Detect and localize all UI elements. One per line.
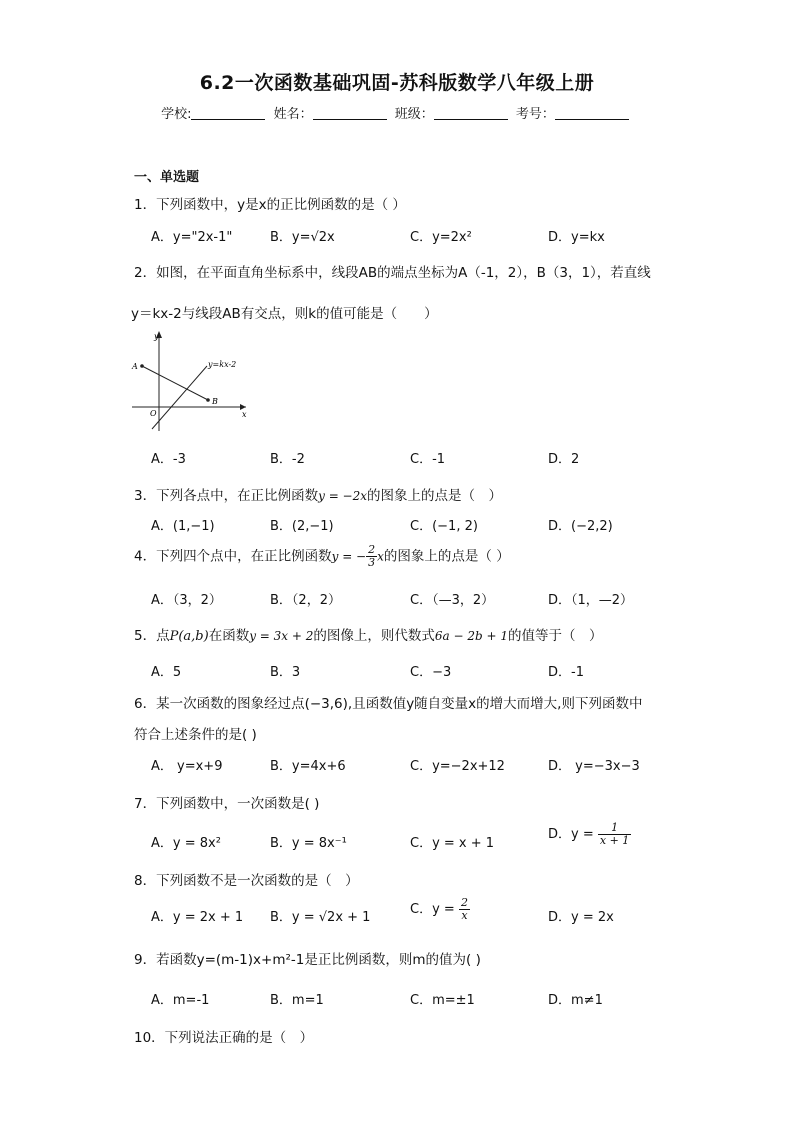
question-6-stem-line2: 符合上述条件的是( )	[134, 727, 257, 743]
q7-option-b: B．y = 8x⁻¹	[270, 836, 347, 851]
origin-label: O	[150, 409, 157, 418]
q2-option-b: B．-2	[270, 452, 305, 467]
question-8-stem: 8．下列函数不是一次函数的是（ ）	[134, 873, 359, 889]
q4-option-d: D．（1，—2）	[548, 593, 634, 608]
name-blank	[313, 107, 387, 120]
q3-stem-tail: 的图象上的点是（ ）	[367, 488, 503, 504]
q3-stem-text: 3．下列各点中，在正比例函数	[134, 488, 319, 504]
school-label: 学校:	[161, 107, 192, 122]
q5-option-c: C．−3	[410, 665, 452, 680]
student-info-row	[0, 103, 794, 122]
point-b	[206, 398, 210, 402]
q4-stem-variable: x	[377, 549, 384, 564]
q8-option-c: C．y = $\frac{2}{x}$	[410, 896, 468, 922]
x-axis-label: x	[242, 410, 247, 419]
q2-option-a: A．-3	[151, 452, 186, 467]
q4-option-c: C．（—3，2）	[410, 593, 495, 608]
question-5-stem: 5．点P(a,b)在函数y = 3x + 2的图像上，则代数式6a − 2b + 1的值等于（ ）	[134, 628, 603, 644]
q4-stem-text: 4．下列四个点中，在正比例函数	[134, 548, 332, 565]
question-2-stem-line1: 2．如图，在平面直角坐标系中，线段AB的端点坐标为A（-1，2），B（3，1），若直线	[134, 265, 651, 281]
q5-option-b: B．3	[270, 665, 301, 680]
question-7-stem: 7．下列函数中，一次函数是( )	[134, 796, 320, 812]
question-3-stem	[134, 484, 502, 504]
q4-option-b: B．（2，2）	[270, 593, 341, 608]
q6-option-d: D． y=−3x−3	[548, 759, 640, 774]
q3-option-d: D．(−2,2)	[548, 519, 613, 534]
question-10-stem: 10．下列说法正确的是（ ）	[134, 1030, 314, 1046]
q6-option-c: C．y=−2x+12	[410, 759, 505, 774]
exam-no-label: 考号：	[515, 107, 555, 122]
page-title: 6.2一次函数基础巩固-苏科版数学八年级上册	[199, 72, 595, 94]
q4-option-a: A．（3，2）	[151, 593, 222, 608]
q1-option-b: B．y=√2x	[270, 230, 335, 245]
question-4-stem	[134, 544, 510, 569]
q5-option-d: D．-1	[548, 665, 584, 680]
question-9-stem: 9．若函数y=(m-1)x+m²-1是正比例函数，则m的值为( )	[134, 952, 481, 968]
q7-option-a: A．y = 8x²	[151, 836, 221, 851]
school-blank	[191, 107, 265, 120]
line-label: y=kx-2	[208, 360, 237, 369]
section-heading: 一、单选题	[134, 170, 200, 185]
q6-option-a: A． y=x+9	[151, 759, 223, 774]
q9-option-a: A．m=-1	[151, 993, 210, 1008]
segment-ab	[142, 366, 208, 400]
q2-option-d: D．2	[548, 452, 580, 467]
q3-option-c: C．(−1, 2)	[410, 519, 478, 534]
question-6-stem-line1: 6．某一次函数的图象经过点(−3,6),且函数值y随自变量x的增大而增大,则下列函数中	[134, 696, 643, 712]
q3-option-b: B．(2,−1)	[270, 519, 334, 534]
q2-option-c: C．-1	[410, 452, 446, 467]
y-axis-label: y	[154, 332, 159, 341]
question-2-stem-line2: y＝kx-2与线段AB有交点，则k的值可能是（ ）	[131, 306, 438, 322]
point-b-label: B	[212, 397, 218, 406]
class-label: 班级：	[394, 107, 434, 122]
point-a	[140, 364, 144, 368]
q9-option-c: C．m=±1	[410, 993, 475, 1008]
q3-stem-formula: y = −2x	[318, 489, 368, 503]
exam-no-blank	[555, 107, 629, 120]
q1-option-a: A．y="2x-1"	[151, 230, 233, 245]
q8-option-c-fraction: $\frac{2}{x}$	[460, 896, 468, 922]
class-blank	[434, 107, 508, 120]
question-1-stem: 1．下列函数中，y是x的正比例函数的是（ ）	[134, 197, 406, 213]
q3-option-a: A．(1,−1)	[151, 519, 215, 534]
q9-option-b: B．m=1	[270, 993, 324, 1008]
q5-option-a: A．5	[151, 665, 182, 680]
q8-option-a: A．y = 2x + 1	[151, 910, 244, 925]
q7-option-d-fraction: $\frac{1}{x + 1}$	[599, 821, 630, 847]
q6-option-b: B．y=4x+6	[270, 759, 346, 774]
q9-option-d: D．m≠1	[548, 993, 603, 1008]
question-2-figure	[128, 325, 252, 433]
name-label: 姓名：	[273, 107, 313, 122]
q4-stem-tail: 的图象上的点是（ ）	[383, 548, 510, 565]
q8-option-b: B．y = √2x + 1	[270, 910, 371, 925]
q7-option-d: D．y = $\frac{1}{x + 1}$	[548, 821, 630, 847]
q1-option-d: D．y=kx	[548, 230, 605, 245]
q8-option-d: D．y = 2x	[548, 910, 614, 925]
q1-option-c: C．y=2x²	[410, 230, 472, 245]
q4-fraction: $\frac{2}{3}$	[368, 543, 376, 569]
point-a-label: A	[132, 362, 138, 371]
q7-option-c: C．y = x + 1	[410, 836, 495, 851]
q4-stem-formula: y = −	[331, 549, 367, 564]
